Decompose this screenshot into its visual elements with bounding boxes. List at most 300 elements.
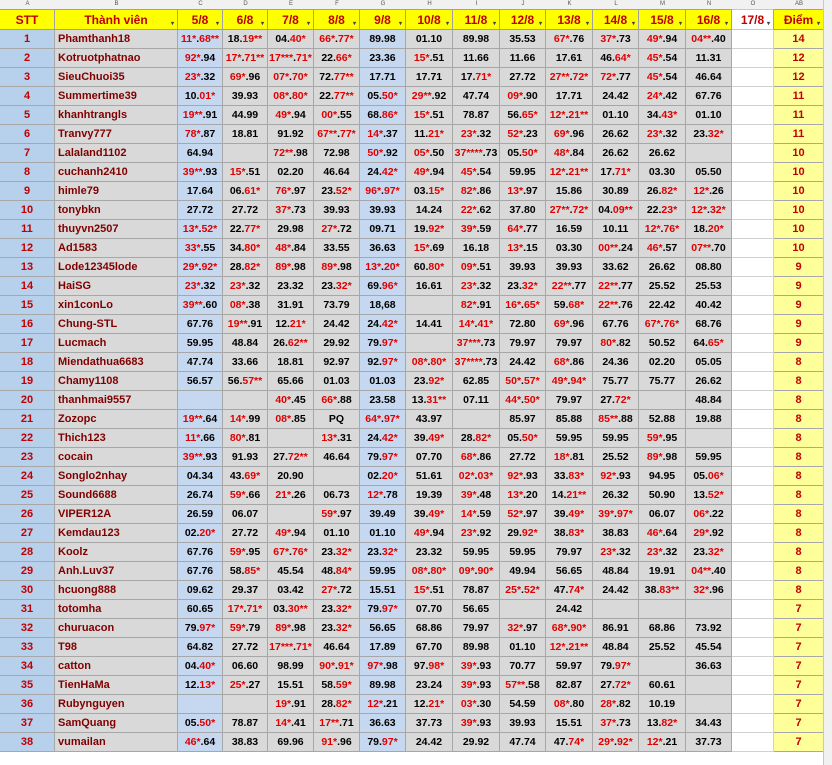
value-cell[interactable]: 23*.32 [453,125,500,144]
value-cell[interactable] [223,695,268,714]
value-cell[interactable]: 26.62** [268,334,314,353]
value-cell[interactable]: 11.31 [686,49,732,68]
value-cell[interactable]: 48.84 [686,391,732,410]
value-cell[interactable]: 15.51 [546,714,593,733]
member-name-cell[interactable]: Ad1583 [55,239,178,258]
value-cell[interactable]: 49*.94 [268,106,314,125]
value-cell[interactable] [732,296,774,315]
value-cell[interactable]: 03.30 [546,239,593,258]
value-cell[interactable]: 23.92* [406,372,453,391]
column-letter[interactable]: D [243,1,248,7]
value-cell[interactable]: 39.93 [500,258,546,277]
value-cell[interactable]: 50.90 [639,486,686,505]
member-name-cell[interactable]: xin1conLo [55,296,178,315]
score-cell[interactable]: 11 [774,87,824,106]
value-cell[interactable]: 91.92 [268,125,314,144]
value-cell[interactable]: 02*.03* [453,467,500,486]
value-cell[interactable]: 12.21* [268,315,314,334]
value-cell[interactable]: 28.82* [453,429,500,448]
value-cell[interactable]: 13*.20* [360,258,406,277]
value-cell[interactable]: 11.66 [453,49,500,68]
column-header[interactable] [774,9,824,30]
value-cell[interactable]: 18.19** [223,30,268,49]
value-cell[interactable] [732,562,774,581]
value-cell[interactable]: 19.88 [686,410,732,429]
value-cell[interactable]: 59.95 [500,163,546,182]
value-cell[interactable]: 46*.57 [639,239,686,258]
value-cell[interactable]: 05*.50 [406,144,453,163]
value-cell[interactable]: 23.32* [314,619,360,638]
member-name-cell[interactable]: T98 [55,638,178,657]
value-cell[interactable] [732,695,774,714]
value-cell[interactable]: 01.03 [360,372,406,391]
value-cell[interactable]: 12*.76* [639,220,686,239]
value-cell[interactable]: 79.97 [546,391,593,410]
column-header[interactable] [546,9,593,30]
value-cell[interactable]: 36.63 [360,239,406,258]
value-cell[interactable]: 09*.90 [500,87,546,106]
value-cell[interactable]: 05.50* [178,714,223,733]
value-cell[interactable]: 08.80 [686,258,732,277]
value-cell[interactable] [686,429,732,448]
value-cell[interactable] [732,258,774,277]
score-cell[interactable]: 8 [774,448,824,467]
value-cell[interactable]: 22**.76 [593,296,639,315]
value-cell[interactable]: 32*.96 [686,581,732,600]
value-cell[interactable]: 80*.81 [223,429,268,448]
value-cell[interactable]: 56.65 [360,619,406,638]
value-cell[interactable]: 29**.92 [406,87,453,106]
value-cell[interactable]: 59.95 [546,429,593,448]
stt-cell[interactable]: 29 [0,562,55,581]
value-cell[interactable]: 33*.55 [178,239,223,258]
value-cell[interactable] [314,467,360,486]
column-letter[interactable]: M [660,1,665,7]
value-cell[interactable]: 23*.32 [453,277,500,296]
score-cell[interactable]: 10 [774,144,824,163]
stt-cell[interactable]: 3 [0,68,55,87]
value-cell[interactable]: 39.49 [360,505,406,524]
value-cell[interactable]: 14*.37 [360,125,406,144]
value-cell[interactable]: 24*.42 [639,87,686,106]
value-cell[interactable]: 18.20* [686,220,732,239]
value-cell[interactable]: 46*.64 [639,524,686,543]
value-cell[interactable]: 80*.82 [593,334,639,353]
value-cell[interactable] [732,429,774,448]
value-cell[interactable]: 69.96 [268,733,314,752]
score-cell[interactable]: 8 [774,486,824,505]
value-cell[interactable]: 09.62 [178,581,223,600]
member-name-cell[interactable]: Chung-STL [55,315,178,334]
value-cell[interactable]: 37*.73 [268,201,314,220]
value-cell[interactable] [732,87,774,106]
value-cell[interactable]: 85.88 [546,410,593,429]
value-cell[interactable]: 14*.59 [453,505,500,524]
column-letter[interactable]: C [198,1,203,7]
score-cell[interactable]: 10 [774,163,824,182]
value-cell[interactable]: 89.98 [453,638,500,657]
value-cell[interactable]: 38.83** [639,581,686,600]
stt-cell[interactable]: 17 [0,334,55,353]
column-letter[interactable]: N [706,1,712,7]
value-cell[interactable]: 48.84* [314,562,360,581]
value-cell[interactable]: 67.70 [406,638,453,657]
value-cell[interactable]: 37*.73 [593,30,639,49]
value-cell[interactable]: 26.82* [639,182,686,201]
value-cell[interactable]: 75.77 [593,372,639,391]
value-cell[interactable]: 72.98 [314,144,360,163]
value-cell[interactable]: 73.79 [314,296,360,315]
value-cell[interactable]: 29*.92* [178,258,223,277]
value-cell[interactable]: 76*.97 [268,182,314,201]
value-cell[interactable]: 23.32* [686,125,732,144]
value-cell[interactable]: 25*.27 [223,676,268,695]
value-cell[interactable]: 59.68* [546,296,593,315]
value-cell[interactable]: 25.52 [639,638,686,657]
value-cell[interactable]: 79.97* [360,448,406,467]
stt-cell[interactable]: 13 [0,258,55,277]
value-cell[interactable]: 18.81 [268,353,314,372]
value-cell[interactable]: 08*.80* [406,353,453,372]
value-cell[interactable] [732,163,774,182]
value-cell[interactable]: 17.71* [453,68,500,87]
column-header[interactable] [593,9,639,30]
value-cell[interactable]: 27.72** [268,448,314,467]
value-cell[interactable] [732,239,774,258]
value-cell[interactable]: 43.69* [223,467,268,486]
value-cell[interactable]: 13*.97 [500,182,546,201]
value-cell[interactable]: 48.84 [593,638,639,657]
score-cell[interactable]: 12 [774,68,824,87]
value-cell[interactable]: 13*.20 [500,486,546,505]
value-cell[interactable]: 56.65* [500,106,546,125]
score-cell[interactable]: 9 [774,277,824,296]
stt-cell[interactable]: 4 [0,87,55,106]
value-cell[interactable]: 12*.78 [360,486,406,505]
value-cell[interactable]: 72**.98 [268,144,314,163]
value-cell[interactable]: 23.32* [314,277,360,296]
value-cell[interactable]: 24.42* [360,163,406,182]
value-cell[interactable]: 30.89 [593,182,639,201]
score-cell[interactable]: 8 [774,429,824,448]
value-cell[interactable]: 29*.92* [593,733,639,752]
value-cell[interactable]: 49*.94 [639,30,686,49]
value-cell[interactable]: 49.94 [500,562,546,581]
column-letter[interactable]: H [427,1,432,7]
score-cell[interactable]: 8 [774,391,824,410]
value-cell[interactable]: 23.32* [360,543,406,562]
value-cell[interactable]: 91.93 [223,448,268,467]
column-letter[interactable]: G [380,1,386,7]
value-cell[interactable]: 44*.50* [500,391,546,410]
stt-cell[interactable]: 36 [0,695,55,714]
value-cell[interactable]: 14*.99 [223,410,268,429]
value-cell[interactable] [178,695,223,714]
value-cell[interactable]: 27.72* [593,676,639,695]
filter-dropdown-icon[interactable]: ▾ [215,21,219,27]
value-cell[interactable]: 17***.71* [268,49,314,68]
score-cell[interactable]: 11 [774,106,824,125]
value-cell[interactable]: 54.59 [500,695,546,714]
filter-dropdown-icon[interactable]: ▾ [766,21,770,27]
value-cell[interactable] [732,220,774,239]
value-cell[interactable]: 19.91 [639,562,686,581]
score-cell[interactable]: 7 [774,733,824,752]
value-cell[interactable]: 59.95 [453,543,500,562]
value-cell[interactable]: 27.72 [223,201,268,220]
value-cell[interactable]: 13*.31 [314,429,360,448]
value-cell[interactable]: 23*.92 [453,524,500,543]
value-cell[interactable]: 04.40* [268,30,314,49]
value-cell[interactable]: 67.76 [178,562,223,581]
value-cell[interactable]: 22.42 [639,296,686,315]
value-cell[interactable]: 16*.65* [500,296,546,315]
value-cell[interactable]: PQ [314,410,360,429]
value-cell[interactable]: 01.10 [500,638,546,657]
value-cell[interactable]: 27*.72 [314,220,360,239]
value-cell[interactable]: 69.96* [360,277,406,296]
value-cell[interactable]: 23.24 [406,676,453,695]
value-cell[interactable]: 78.87 [453,581,500,600]
stt-cell[interactable]: 6 [0,125,55,144]
stt-cell[interactable]: 23 [0,448,55,467]
score-cell[interactable]: 8 [774,505,824,524]
value-cell[interactable]: 48.84 [223,334,268,353]
value-cell[interactable]: 68.86 [639,619,686,638]
value-cell[interactable]: 49*.94 [406,524,453,543]
value-cell[interactable]: 18*.81 [546,448,593,467]
value-cell[interactable]: 40.42 [686,296,732,315]
filter-dropdown-icon[interactable]: ▾ [538,21,542,27]
score-cell[interactable]: 8 [774,467,824,486]
stt-cell[interactable]: 5 [0,106,55,125]
value-cell[interactable]: 23.32 [406,543,453,562]
value-cell[interactable]: 19.92* [406,220,453,239]
value-cell[interactable]: 23.58 [360,391,406,410]
value-cell[interactable]: 38.83 [593,524,639,543]
value-cell[interactable] [732,638,774,657]
value-cell[interactable]: 22**.77 [593,277,639,296]
member-name-cell[interactable]: TienHaMa [55,676,178,695]
value-cell[interactable]: 23.36 [360,49,406,68]
value-cell[interactable] [639,391,686,410]
stt-cell[interactable]: 24 [0,467,55,486]
value-cell[interactable]: 22*.62 [453,201,500,220]
value-cell[interactable]: 02.20* [360,467,406,486]
value-cell[interactable]: 31.91 [268,296,314,315]
member-name-cell[interactable]: churuacon [55,619,178,638]
value-cell[interactable]: 04.34 [178,467,223,486]
value-cell[interactable]: 68*.90* [546,619,593,638]
value-cell[interactable]: 19**.91 [178,106,223,125]
value-cell[interactable]: 52.88 [639,410,686,429]
member-name-cell[interactable]: Songlo2nhay [55,467,178,486]
value-cell[interactable] [732,277,774,296]
value-cell[interactable]: 01.03 [314,372,360,391]
score-cell[interactable]: 8 [774,410,824,429]
value-cell[interactable]: 06.61* [223,182,268,201]
value-cell[interactable]: 19*.91 [268,695,314,714]
column-letter[interactable]: A [25,1,30,7]
value-cell[interactable]: 26.62 [686,372,732,391]
member-name-cell[interactable]: thanhmai9557 [55,391,178,410]
value-cell[interactable]: 34.43 [686,714,732,733]
value-cell[interactable]: 64.82 [178,638,223,657]
value-cell[interactable]: 14.24 [406,201,453,220]
value-cell[interactable]: 59*.79 [223,619,268,638]
value-cell[interactable] [732,182,774,201]
value-cell[interactable]: 12*.21 [360,695,406,714]
column-header[interactable] [223,9,268,30]
value-cell[interactable]: 05.50 [686,163,732,182]
value-cell[interactable]: 13*.52* [178,220,223,239]
value-cell[interactable]: 15.51 [360,581,406,600]
value-cell[interactable]: 67**.77* [314,125,360,144]
stt-cell[interactable]: 11 [0,220,55,239]
value-cell[interactable]: 05.05 [686,353,732,372]
value-cell[interactable]: 24.42 [593,581,639,600]
value-cell[interactable]: 78.87 [453,106,500,125]
value-cell[interactable]: 11*.68** [178,30,223,49]
value-cell[interactable] [732,676,774,695]
value-cell[interactable]: 14.21** [546,486,593,505]
value-cell[interactable]: 59.97 [546,657,593,676]
value-cell[interactable]: 85.97 [500,410,546,429]
value-cell[interactable]: 07.70 [406,448,453,467]
value-cell[interactable]: 25.52 [593,448,639,467]
stt-cell[interactable]: 15 [0,296,55,315]
value-cell[interactable]: 39**.93 [178,448,223,467]
value-cell[interactable] [268,429,314,448]
value-cell[interactable]: 78*.87 [178,125,223,144]
value-cell[interactable]: 51.61 [406,467,453,486]
value-cell[interactable]: 06.07 [223,505,268,524]
value-cell[interactable]: 22.23* [639,201,686,220]
column-letter[interactable]: B [114,1,119,7]
column-header[interactable] [360,9,406,30]
score-cell[interactable]: 9 [774,315,824,334]
value-cell[interactable]: 67*.76* [268,543,314,562]
column-header[interactable] [314,9,360,30]
value-cell[interactable]: 35.53 [500,30,546,49]
value-cell[interactable]: 07.70 [406,600,453,619]
value-cell[interactable]: 12.21* [406,695,453,714]
value-cell[interactable]: 07**.70 [686,239,732,258]
value-cell[interactable]: 23.52* [314,182,360,201]
member-name-cell[interactable]: Zozopc [55,410,178,429]
value-cell[interactable]: 23*.32 [639,125,686,144]
stt-cell[interactable]: 9 [0,182,55,201]
value-cell[interactable]: 97*.98 [360,657,406,676]
value-cell[interactable]: 23*.32 [178,68,223,87]
value-cell[interactable] [732,657,774,676]
value-cell[interactable] [268,505,314,524]
value-cell[interactable]: 03.42 [268,581,314,600]
value-cell[interactable]: 33.83* [546,467,593,486]
member-name-cell[interactable]: cuchanh2410 [55,163,178,182]
value-cell[interactable]: 03.15* [406,182,453,201]
value-cell[interactable]: 01.10 [593,106,639,125]
score-cell[interactable]: 7 [774,619,824,638]
value-cell[interactable]: 26.32 [593,486,639,505]
stt-cell[interactable]: 26 [0,505,55,524]
value-cell[interactable]: 33.66 [223,353,268,372]
value-cell[interactable] [453,410,500,429]
value-cell[interactable]: 05.50* [500,144,546,163]
value-cell[interactable]: 50*.92 [360,144,406,163]
value-cell[interactable] [732,125,774,144]
member-name-cell[interactable]: Kemdau123 [55,524,178,543]
value-cell[interactable]: 02.20 [268,163,314,182]
value-cell[interactable]: 46*.64 [178,733,223,752]
stt-cell[interactable]: 27 [0,524,55,543]
column-header[interactable] [500,9,546,30]
value-cell[interactable] [732,581,774,600]
value-cell[interactable]: 19**.64 [178,410,223,429]
value-cell[interactable]: 13.52* [686,486,732,505]
value-cell[interactable]: 29.92 [314,334,360,353]
score-cell[interactable]: 11 [774,125,824,144]
value-cell[interactable]: 27.72* [593,391,639,410]
filter-dropdown-icon[interactable]: ▾ [170,21,174,27]
stt-cell[interactable]: 10 [0,201,55,220]
member-name-cell[interactable]: hcuong888 [55,581,178,600]
value-cell[interactable]: 92*.93 [593,467,639,486]
value-cell[interactable]: 45*.54 [639,49,686,68]
value-cell[interactable]: 22.77* [223,220,268,239]
value-cell[interactable]: 98.99 [268,657,314,676]
value-cell[interactable]: 23*.32 [223,277,268,296]
value-cell[interactable]: 44.99 [223,106,268,125]
value-cell[interactable]: 27.72 [223,524,268,543]
value-cell[interactable]: 66*.88 [314,391,360,410]
value-cell[interactable]: 92*.93 [500,467,546,486]
value-cell[interactable]: 65.66 [268,372,314,391]
stt-cell[interactable]: 30 [0,581,55,600]
member-name-cell[interactable]: Koolz [55,543,178,562]
value-cell[interactable]: 24.42 [314,315,360,334]
value-cell[interactable]: 18,68 [360,296,406,315]
value-cell[interactable]: 48.84 [593,562,639,581]
value-cell[interactable]: 64.94 [178,144,223,163]
value-cell[interactable] [732,600,774,619]
column-header[interactable] [55,9,178,30]
value-cell[interactable]: 15*.69 [406,239,453,258]
value-cell[interactable]: 47.74* [546,733,593,752]
value-cell[interactable]: 24.42 [593,87,639,106]
filter-dropdown-icon[interactable]: ▾ [631,21,635,27]
value-cell[interactable]: 27.72 [178,201,223,220]
score-cell[interactable]: 8 [774,581,824,600]
value-cell[interactable] [178,391,223,410]
value-cell[interactable]: 89*.98 [268,258,314,277]
score-cell[interactable]: 7 [774,714,824,733]
value-cell[interactable]: 25*.52* [500,581,546,600]
value-cell[interactable]: 45*.54 [453,163,500,182]
value-cell[interactable]: 72.80 [500,315,546,334]
value-cell[interactable] [732,505,774,524]
score-cell[interactable]: 7 [774,676,824,695]
value-cell[interactable]: 97.98* [406,657,453,676]
filter-dropdown-icon[interactable]: ▾ [816,21,820,27]
value-cell[interactable]: 47.74* [546,581,593,600]
member-name-cell[interactable]: Thich123 [55,429,178,448]
value-cell[interactable]: 37****.73 [453,353,500,372]
value-cell[interactable]: 46.64 [314,163,360,182]
score-cell[interactable]: 12 [774,49,824,68]
member-name-cell[interactable]: Sound6688 [55,486,178,505]
value-cell[interactable] [732,334,774,353]
